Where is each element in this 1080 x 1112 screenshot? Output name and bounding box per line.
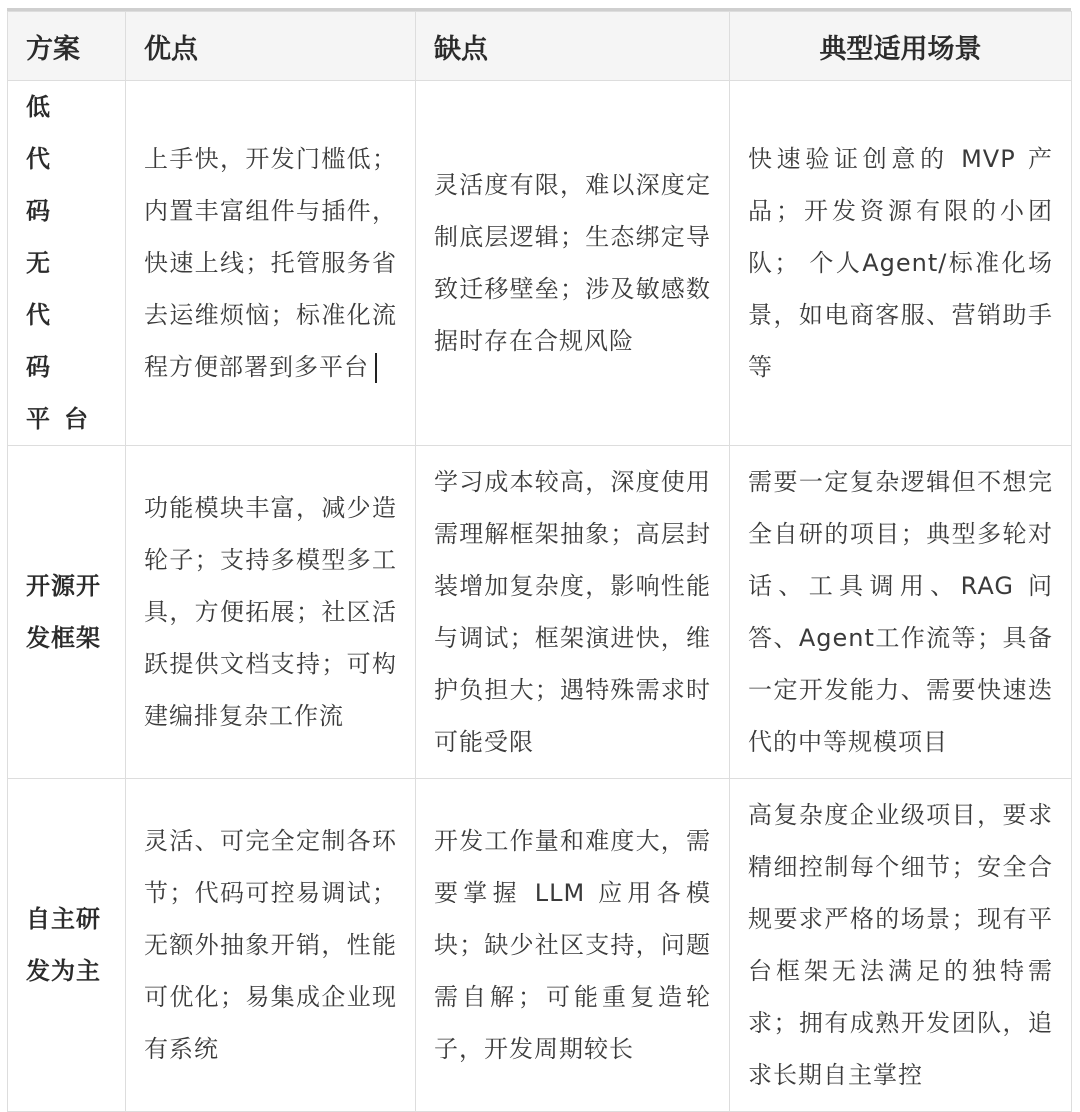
scenarios-text: 快速验证创意的 MVP 产品；开发资源有限的小团队； 个人Agent/标准化场景，如电商客服、营销助手等 <box>748 145 1053 381</box>
row-cons-open-source <box>416 446 730 779</box>
header-pros: 优点 <box>126 12 416 81</box>
row-scenarios-low-code <box>730 81 1072 446</box>
table-row <box>8 446 1072 779</box>
row-cons-low-code <box>416 81 730 446</box>
cons-text: 学习成本较高，深度使用需理解框架抽象；高层封装增加复杂度，影响性能与调试；框架演进快，维护负担大；遇特殊需求时可能受限 <box>434 468 711 756</box>
header-cons: 缺点 <box>416 12 730 81</box>
row-pros-self-developed <box>126 779 416 1112</box>
table-header-row <box>8 12 1072 81</box>
row-scenarios-self-developed <box>730 779 1072 1112</box>
row-pros-open-source <box>126 446 416 779</box>
table-row <box>8 779 1072 1112</box>
header-scenarios: 典型适用场景 <box>730 12 1072 81</box>
cons-text: 灵活度有限，难以深度定制底层逻辑；生态绑定导致迁移壁垒；涉及敏感数据时存在合规风险 <box>434 171 711 355</box>
scenarios-text: 需要一定复杂逻辑但不想完全自研的项目；典型多轮对话、工具调用、RAG 问答、Agent工作流等；具备一定开发能力、需要快速迭代的中等规模项目 <box>748 468 1053 756</box>
header-approach: 方案 <box>8 12 126 81</box>
comparison-table-container <box>7 8 1071 1112</box>
text-cursor <box>375 353 377 383</box>
row-pros-low-code[interactable] <box>126 81 416 446</box>
scenarios-text: 高复杂度企业级项目，要求精细控制每个细节；安全合规要求严格的场景；现有平台框架无法满足的独特需求；拥有成熟开发团队，追求长期自主掌控 <box>748 801 1053 1089</box>
pros-text: 灵活、可完全定制各环节；代码可控易调试； 无额外抽象开销，性能可优化；易集成企业现有系统 <box>144 827 397 1063</box>
cons-text: 开发工作量和难度大，需要掌握 LLM 应用各模块；缺少社区支持，问题需自解；可能重复造轮子，开发周期较长 <box>434 827 711 1063</box>
row-cons-self-developed <box>416 779 730 1112</box>
table-row <box>8 81 1072 446</box>
pros-text: 功能模块丰富，减少造轮子；支持多模型多工具，方便拓展；社区活跃提供文档支持；可构建编排复杂工作流 <box>144 494 397 730</box>
row-name-low-code: 低 代 码 无 代 码 平台 <box>8 81 126 446</box>
row-name-open-source: 开源开发框架 <box>8 446 126 779</box>
comparison-table <box>7 11 1072 1112</box>
pros-text: 上手快，开发门槛低；内置丰富组件与插件，快速上线；托管服务省去运维烦恼；标准化流程方便部署到多平台 <box>144 145 397 381</box>
row-scenarios-open-source <box>730 446 1072 779</box>
row-name-self-developed: 自主研发为主 <box>8 779 126 1112</box>
